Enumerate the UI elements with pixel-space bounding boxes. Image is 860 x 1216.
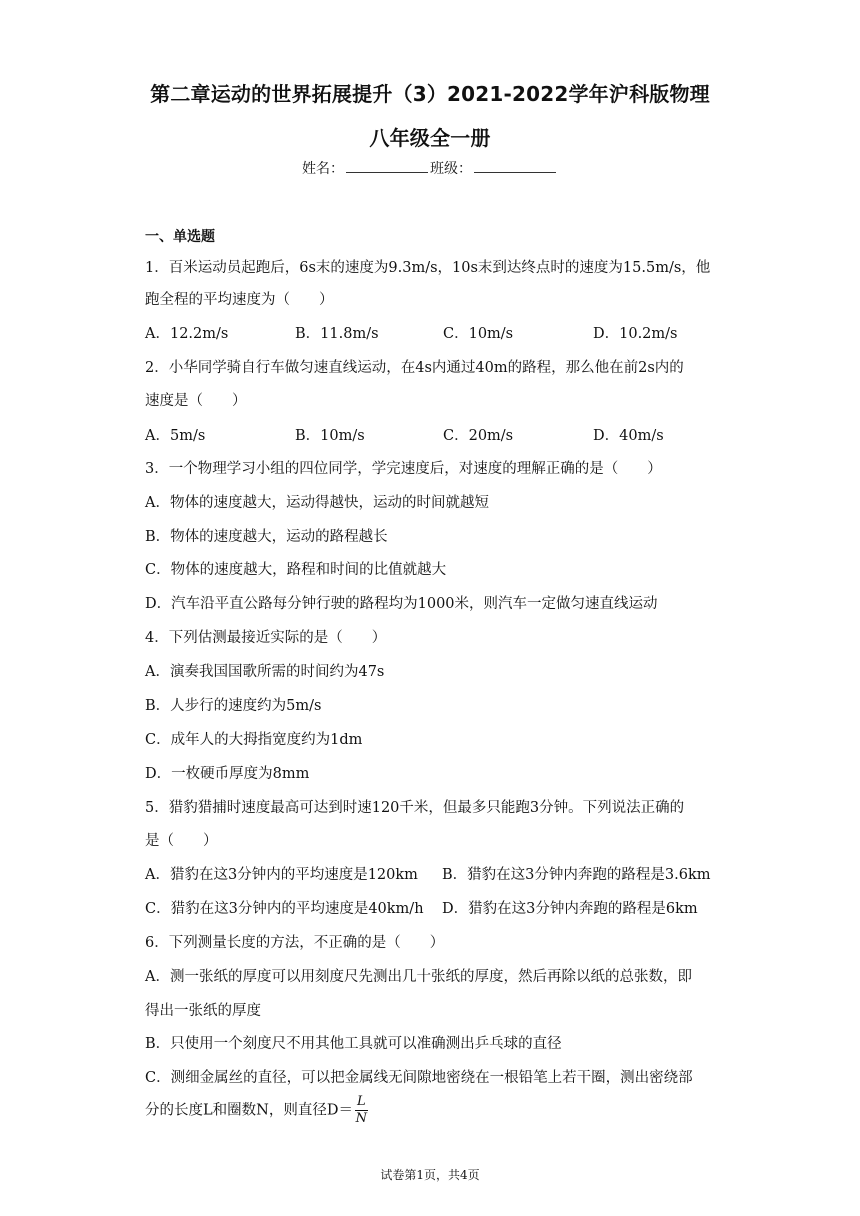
q5-option-c[interactable]: C．猎豹在这3分钟内的平均速度是40km/h bbox=[145, 901, 424, 917]
diameter-formula bbox=[355, 1094, 368, 1127]
q2-option-a[interactable]: A．5m/s bbox=[145, 428, 206, 444]
q6-option-c-line2-wrap bbox=[145, 1094, 368, 1127]
q6-stem: 6．下列测量长度的方法，不正确的是（ ） bbox=[145, 935, 445, 951]
class-blank[interactable] bbox=[474, 160, 556, 173]
q2-option-b[interactable]: B．10m/s bbox=[295, 428, 365, 444]
q1-option-b[interactable]: B．11.8m/s bbox=[295, 326, 379, 342]
q4-option-b[interactable]: B．人步行的速度约为5m/s bbox=[145, 698, 322, 714]
q4-option-d[interactable]: D．一枚硬币厚度为8mm bbox=[145, 766, 310, 782]
q3-stem: 3．一个物理学习小组的四位同学，学完速度后，对速度的理解正确的是（ ） bbox=[145, 461, 662, 477]
q3-option-a[interactable]: A．物体的速度越大，运动得越快，运动的时间就越短 bbox=[145, 495, 489, 511]
page-footer: 试卷第1页，共4页 bbox=[380, 1168, 480, 1182]
q5-option-a[interactable]: A．猎豹在这3分钟内的平均速度是120km bbox=[145, 867, 418, 883]
exam-title-line1: 第二章运动的世界拓展提升（3）2021-2022学年沪科版物理 bbox=[150, 82, 710, 106]
q2-stem-line1: 2．小华同学骑自行车做匀速直线运动，在4s内通过40m的路程，那么他在前2s内的 bbox=[145, 360, 684, 376]
q4-option-a[interactable]: A．演奏我国国歌所需的时间约为47s bbox=[145, 664, 385, 680]
q6-option-b[interactable]: B．只使用一个刻度尺不用其他工具就可以准确测出乒乓球的直径 bbox=[145, 1036, 562, 1052]
name-blank[interactable] bbox=[346, 160, 428, 173]
q6-option-c-line1[interactable]: C．测细金属丝的直径，可以把金属线无间隙地密绕在一根铅笔上若干圈，测出密绕部 bbox=[145, 1070, 693, 1086]
q5-option-d[interactable]: D．猎豹在这3分钟内奔跑的路程是6km bbox=[442, 901, 698, 917]
q5-stem-line2: 是（ ） bbox=[145, 833, 218, 849]
formula-numerator: L bbox=[356, 1094, 366, 1109]
class-label: 班级： bbox=[430, 161, 472, 177]
q1-option-a[interactable]: A．12.2m/s bbox=[145, 326, 229, 342]
q1-option-d[interactable]: D．10.2m/s bbox=[593, 326, 678, 342]
q5-option-b[interactable]: B．猎豹在这3分钟内奔跑的路程是3.6km bbox=[442, 867, 711, 883]
q1-stem-line2: 跑全程的平均速度为（ ） bbox=[145, 292, 334, 308]
q5-stem-line1: 5．猎豹猎捕时速度最高可达到时速120千米，但最多只能跑3分钟。下列说法正确的 bbox=[145, 800, 685, 816]
q1-stem-line1: 1．百米运动员起跑后，6s末的速度为9.3m/s，10s末到达终点时的速度为15.5m/s，他 bbox=[145, 260, 711, 276]
q6-option-c-line2: 分的长度L和圈数N，则直径D＝ bbox=[145, 1102, 353, 1119]
student-info bbox=[0, 158, 860, 178]
q3-option-d[interactable]: D．汽车沿平直公路每分钟行驶的路程均为1000米，则汽车一定做匀速直线运动 bbox=[145, 596, 658, 612]
q2-stem-line2: 速度是（ ） bbox=[145, 393, 247, 409]
q2-option-d[interactable]: D．40m/s bbox=[593, 428, 664, 444]
q4-stem: 4．下列估测最接近实际的是（ ） bbox=[145, 630, 387, 646]
name-label: 姓名： bbox=[302, 161, 344, 177]
section-heading: 一、单选题 bbox=[145, 229, 215, 245]
q2-option-c[interactable]: C．20m/s bbox=[443, 428, 514, 444]
exam-title-line2: 八年级全一册 bbox=[369, 126, 491, 150]
q1-option-c[interactable]: C．10m/s bbox=[443, 326, 514, 342]
formula-denominator: N bbox=[355, 1111, 367, 1126]
q6-option-a-line1[interactable]: A．测一张纸的厚度可以用刻度尺先测出几十张纸的厚度，然后再除以纸的总张数，即 bbox=[145, 969, 692, 985]
q3-option-b[interactable]: B．物体的速度越大，运动的路程越长 bbox=[145, 529, 388, 545]
q4-option-c[interactable]: C．成年人的大拇指宽度约为1dm bbox=[145, 732, 363, 748]
q6-option-a-line2: 得出一张纸的厚度 bbox=[145, 1003, 261, 1019]
q3-option-c[interactable]: C．物体的速度越大，路程和时间的比值就越大 bbox=[145, 562, 447, 578]
